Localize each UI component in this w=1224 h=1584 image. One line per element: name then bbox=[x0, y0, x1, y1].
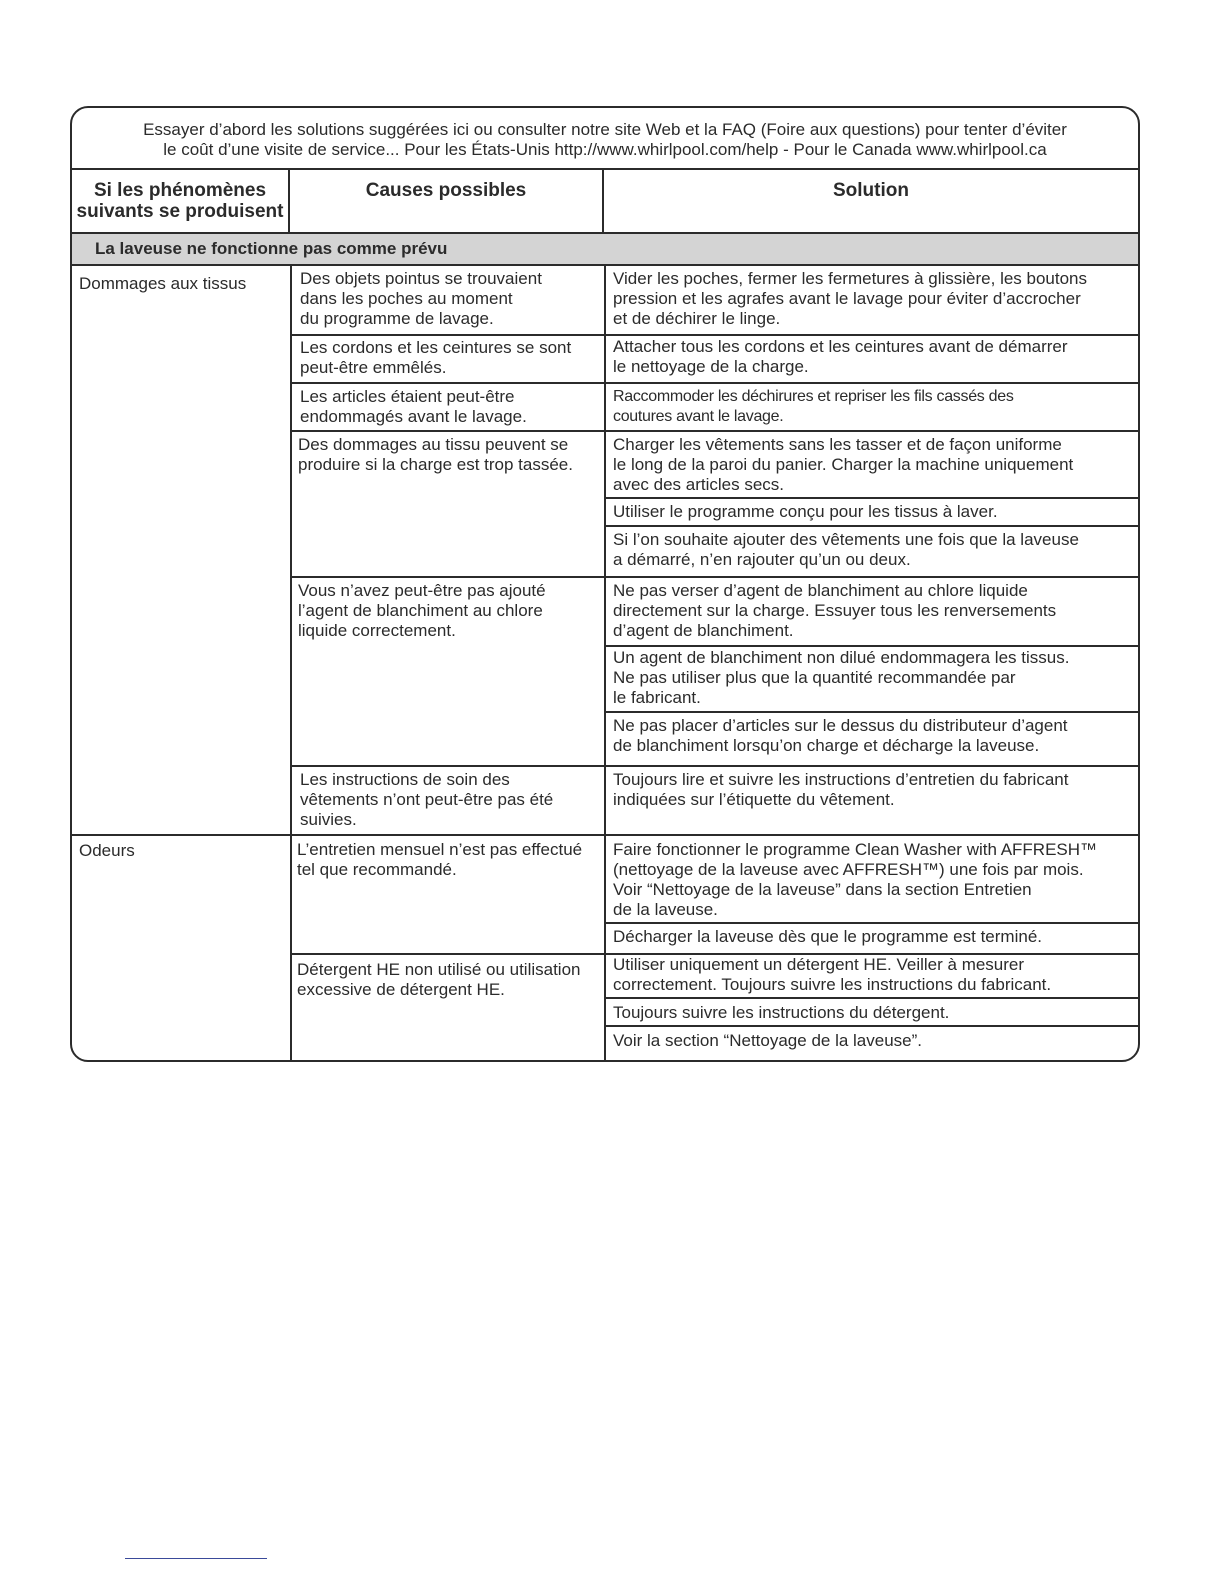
solution-divider-g bbox=[604, 1025, 1138, 1027]
header-problem: Si les phénomènes suivants se produisent bbox=[72, 170, 290, 232]
solution-divider-d bbox=[604, 711, 1138, 713]
intro-line-2: le coût d’une visite de service... Pour les États-Unis http://www.whirlpool.com/help - Pour le Canada www.whirlpool.ca bbox=[163, 140, 1047, 159]
section-title: La laveuse ne fonctionne pas comme prévu bbox=[72, 232, 1138, 266]
solution-divider-e bbox=[604, 922, 1138, 924]
cause-divider-5 bbox=[290, 765, 1138, 767]
cause-1: Des objets pointus se trouvaient dans les poches au moment du programme de lavage. bbox=[300, 269, 542, 328]
solution-divider-a bbox=[604, 497, 1138, 499]
cause-divider-4 bbox=[290, 576, 1138, 578]
header-solution: Solution bbox=[833, 180, 909, 201]
col-divider-2 bbox=[604, 266, 606, 1062]
solution-6: Si l’on souhaite ajouter des vêtements une fois que la laveuse a démarré, n’en rajouter qu’un ou deux. bbox=[613, 530, 1079, 569]
cause-divider-1 bbox=[290, 334, 1138, 336]
cause-4: Des dommages au tissu peuvent se produire si la charge est trop tassée. bbox=[298, 435, 573, 474]
cause-8: Détergent HE non utilisé ou utilisation excessive de détergent HE. bbox=[297, 960, 581, 999]
solution-9: Ne pas placer d’articles sur le dessus du distributeur d’agent de blanchiment lorsqu’on charge et décharge la laveuse. bbox=[613, 716, 1068, 755]
header-causes: Causes possibles bbox=[290, 170, 604, 232]
cause-3: Les articles étaient peut-être endommagés avant le lavage. bbox=[300, 387, 527, 426]
solution-divider-f bbox=[604, 997, 1138, 999]
problem-fabric-damage: Dommages aux tissus bbox=[79, 274, 247, 293]
cause-7: L’entretien mensuel n’est pas effectué tel que recommandé. bbox=[297, 840, 583, 879]
solution-8: Un agent de blanchiment non dilué endommagera les tissus. Ne pas utiliser plus que la quantité recommandée par le fabricant. bbox=[613, 648, 1070, 707]
solution-2: Attacher tous les cordons et les ceintures avant de démarrer le nettoyage de la charge. bbox=[613, 337, 1068, 376]
solution-divider-c bbox=[604, 645, 1138, 647]
solution-5: Utiliser le programme conçu pour les tissus à laver. bbox=[613, 502, 998, 521]
solution-11: Faire fonctionner le programme Clean Washer with AFFRESH™ (nettoyage de la laveuse avec AFFRESH™) une fois par mois. Voir “Nettoyage de la laveuse” dans la section Entretien de la laveuse. bbox=[613, 840, 1098, 919]
row-divider-odors bbox=[72, 834, 1138, 836]
solution-10: Toujours lire et suivre les instructions d’entretien du fabricant indiquées sur l’étiquette du vêtement. bbox=[613, 770, 1069, 809]
col-divider-1 bbox=[290, 266, 292, 1062]
solution-3: Raccommoder les déchirures et repriser les fils cassés des coutures avant le lavage. bbox=[613, 388, 1014, 425]
problem-odors: Odeurs bbox=[79, 841, 135, 860]
intro-note bbox=[72, 108, 1138, 170]
solution-divider-b bbox=[604, 525, 1138, 527]
solution-14: Toujours suivre les instructions du détergent. bbox=[613, 1003, 950, 1022]
solution-7: Ne pas verser d’agent de blanchiment au chlore liquide directement sur la charge. Essuyer tous les renversements d’agent de blanchiment. bbox=[613, 581, 1057, 640]
cause-5: Vous n’avez peut-être pas ajouté l’agent de blanchiment au chlore liquide correctement. bbox=[298, 581, 546, 640]
footer-rule bbox=[125, 1558, 267, 1559]
cause-2: Les cordons et les ceintures se sont peut-être emmêlés. bbox=[300, 338, 572, 377]
cause-6: Les instructions de soin des vêtements n’ont peut-être pas été suivies. bbox=[300, 770, 554, 829]
solution-1: Vider les poches, fermer les fermetures à glissière, les boutons pression et les agrafes avant le lavage pour éviter d’accrocher et de déchirer le linge. bbox=[613, 269, 1088, 328]
solution-4: Charger les vêtements sans les tasser et de façon uniforme le long de la paroi du panier. Charger la machine uniquement avec des articles secs. bbox=[613, 435, 1074, 494]
cause-divider-2 bbox=[290, 382, 1138, 384]
intro-line-1: Essayer d’abord les solutions suggérées ici ou consulter notre site Web et la FAQ (Foire aux questions) pour tenter d’éviter bbox=[143, 120, 1067, 139]
troubleshooting-table bbox=[70, 106, 1140, 1062]
cause-divider-3 bbox=[290, 430, 1138, 432]
solution-12: Décharger la laveuse dès que le programme est terminé. bbox=[613, 927, 1042, 946]
solution-15: Voir la section “Nettoyage de la laveuse”. bbox=[613, 1031, 923, 1050]
solution-13: Utiliser uniquement un détergent HE. Veiller à mesurer correctement. Toujours suivre les instructions du fabricant. bbox=[613, 955, 1052, 994]
